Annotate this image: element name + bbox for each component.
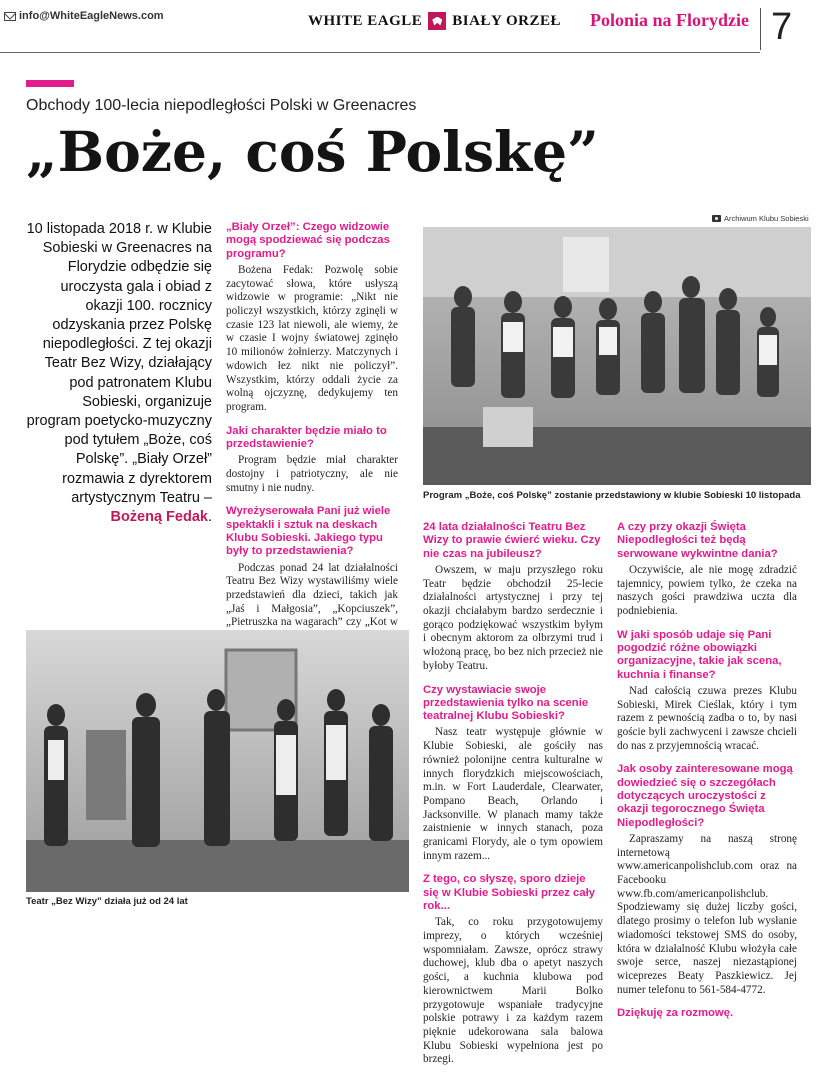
lead-end: . [207,509,212,526]
email-text[interactable]: info@WhiteEagleNews.com [19,10,164,22]
article-kicker: Obchody 100-lecia niepodległości Polski w Greenacres [26,97,417,114]
caption-text: zostanie przedstawiony w klubie Sobieski 10 listopada [551,490,801,501]
header-rule [0,52,760,53]
page-number: 7 [771,6,793,48]
accent-bar [26,80,74,87]
answer: Zapraszamy na naszą stronę internetową www.americanpolishclub.com oraz na Facebooku www.fb.com/americanpolishclub. Spodziewamy się dużej liczby gości, dlatego prosimy o telefon lub wysłanie wiadomości tekstowej SMS do osoby, która w działalność Klubu włożyła całe swoje serce, naszej niezastąpionej wiceprezes Beaty Paszkiewicz. Jej numer telefonu to 561-584-4772. [617,832,797,996]
caption-label: Teatr „Bez Wizy” [26,896,102,907]
question: Wyreżyserowała Pani już wiele spektakli i sztuk na deskach Klubu Sobieski. Jakiego typu były to przedstawienia? [226,505,391,558]
question: W jaki sposób udaje się Pani pogodzić różne obowiązki organizacyjne, takie jak scena, kuchnia i finanse? [617,628,782,681]
answer: Oczywiście, ale nie mogę zdradzić tajemnicy, powiem tylko, że czeka na naszych gości prawdziwa uczta dla podniebienia. [617,563,797,617]
answer: Nasz teatr występuje głównie w Klubie Sobieski, ale gościły nas również polonijne centra kulturalne w innych florydzkich miejscowościach, m.in. w Fort Lauderdale, Clearwater, Pompano Beach, Orlando i Jacksonville. W planach mamy także zaistnienie w innych stanach, poza granicami Florydy, ale o tym opowiem innym razem... [423,726,603,862]
caption-label: Program „Boże, coś Polskę” [423,490,552,501]
top-photo-caption [423,490,811,501]
question: A czy przy okazji Święta Niepodległości też będą serwowane wykwintne dania? [617,521,778,560]
question: „Biały Orzeł”: Czego widzowie mogą spodziewać się podczas programu? [226,221,390,260]
text-column-2 [423,521,603,1077]
lead-text: 10 listopada 2018 r. w Klubie Sobieski w Greenacres na Florydzie odbędzie się uroczysta gala i obiad z okazji 100. rocznicy odzyskania przez Polskę niepodległości. Z tej okazji Teatr Bez Wizy, działający pod patronatem Klubu Sobieski, organizuje program poetycko-muzyczny pod tytułem „Boże, coś Polskę”. „Biały Orzeł” rozmawia z dyrektorem artystycznym Teatru – [26,221,212,506]
stage-photo-bottom-image [26,630,409,892]
stage-photo-bottom [26,630,409,892]
answer: Bożena Fedak: Pozwolę sobie zacytować słowa, które usłyszą widzowie w programie: „Nikt nie policzył wszystkich, którzy zginęli w czasie 123 lat niewoli, ale wiemy, że w czasie I wojny światowej zginęło 10 milionów żołnierzy. Matczynych i wdowich łez nikt nie policzył”. Wszystkim, którzy oddali życie za wolną ojczyznę, dedykujemy ten program. [226,263,398,413]
caption-text: działa już od 24 lat [101,896,188,907]
question: Czy wystawiacie swoje przedstawienia tylko na scenie teatralnej Klubu Sobieski? [423,683,589,723]
newspaper-brand [308,12,561,30]
brand-name-pl: BIAŁY ORZEŁ [452,12,562,29]
answer: Podczas ponad 24 lat działalności Teatru Bez Wizy wystawiliśmy wiele przedstawień dla dzieci, takich jak „Jaś i Małgosia”, „Kopciuszek”, „Pietruszka na wagarach” czy „Kot w [226,561,398,629]
eagle-logo-icon [428,12,446,30]
question: Jak osoby zainteresowane mogą dowiedzieć się o szczegółach dotyczących uroczystości z okazji tegorocznego Święta Niepodległości? [617,763,793,829]
section-title: Polonia na Florydzie [590,10,749,30]
contact-email[interactable] [4,10,164,22]
article-headline: „Boże, coś Polskę” [26,119,599,184]
stage-photo-top [423,227,811,485]
camera-icon [712,215,721,222]
envelope-icon [4,12,16,21]
answer: Owszem, w maju przyszłego roku Teatr będzie obchodził 25-lecie działalności artystycznej i przy tej okazji chciałabym bardzo serdecznie i gorąco podziękować wszystkim byłym i obecnym aktorom za olbrzymi trud i włożoną pracę, bo bez nich przecież nie byłoby Teatru. [423,563,603,672]
answer: Nad całością czuwa prezes Klubu Sobieski, Mirek Cieślak, który i tym razem z pewnością zadba o to, by nasi goście byli zachwyceni i zawsze chcieli do nas z przyjemnością wracać. [617,684,797,752]
closing-line: Dziękuję za rozmowę. [617,1007,734,1020]
lead-author: Bożeną Fedak [110,509,208,526]
stage-photo-top-image [423,227,811,485]
answer: Tak, co roku przygotowujemy imprezy, o których wcześniej wspomniałam. Zawsze, oprócz strawy duchowej, klub dba o apetyt naszych gości, a kuchnia klubowa pod kierownictwem Marii Bolko przygotowuje wspaniałe tradycyjne polskie potrawy i za każdym razem pięknie udekorowana sala balowa Klubu Sobieski wypełniona jest po brzegi. [423,916,603,1066]
answer: Program będzie miał charakter dostojny i patriotyczny, ale nie smutny i nie nudny. [226,454,398,494]
brand-name-en: WHITE EAGLE [308,12,423,29]
question: 24 lata działalności Teatru Bez Wizy to prawie ćwierć wieku. Czy nie czas na jubileusz? [423,521,601,560]
masthead [0,0,817,62]
photo-credit-text: Archiwum Klubu Sobieski [724,214,809,223]
article-lead [26,220,212,527]
question: Z tego, co słyszę, sporo dzieje się w Klubie Sobieski przez cały rok... [423,873,596,913]
bottom-photo-caption [26,896,409,907]
question: Jaki charakter będzie miało to przedstawienie? [226,424,387,450]
photo-credit [712,214,809,223]
header-divider [760,8,761,50]
text-column-3 [617,521,797,1024]
